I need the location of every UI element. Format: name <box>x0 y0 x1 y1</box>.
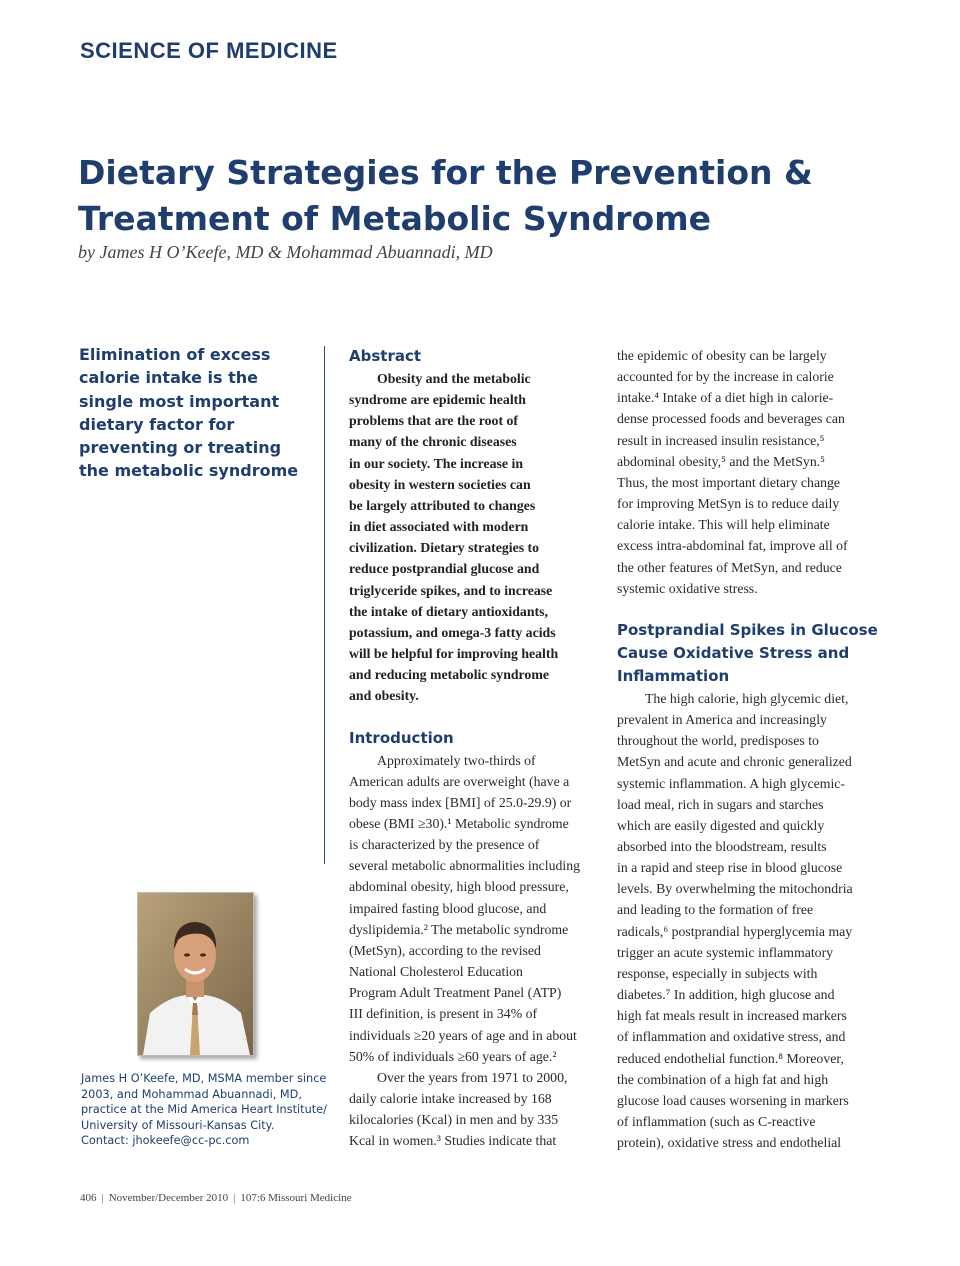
body-line: protein), oxidative stress and endothelial <box>617 1135 842 1151</box>
column-middle <box>349 345 597 1151</box>
abstract-line: in diet associated with modern <box>349 519 529 535</box>
body-line: The high calorie, high glycemic diet, <box>645 690 849 706</box>
abstract-line: syndrome are epidemic health <box>349 392 526 408</box>
postprandial-body <box>617 688 865 1153</box>
abstract-line: civilization. Dietary strategies to <box>349 540 540 556</box>
intro-line: impaired fasting blood glucose, and <box>349 900 547 916</box>
abstract-line: reduce postprandial glucose and <box>349 561 540 577</box>
body-line: MetSyn and acute and chronic generalized <box>617 754 852 770</box>
heading-line: Cause Oxidative Stress and <box>617 643 850 662</box>
caption-line: James H O’Keefe, MD, MSMA member since <box>81 1072 327 1085</box>
author-photo-icon <box>138 893 253 1055</box>
intro-line: American adults are overweight (have a <box>349 773 570 789</box>
heading-line: Inflammation <box>617 666 730 685</box>
intro-line: several metabolic abnormalities including <box>349 858 581 874</box>
intro-line: daily calorie intake increased by 168 <box>349 1091 552 1106</box>
abstract-line: be largely attributed to changes <box>349 497 536 513</box>
abstract-line: potassium, and omega-3 fatty acids <box>349 624 556 640</box>
abstract-line: Obesity and the metabolic <box>377 371 531 386</box>
title-line: Treatment of Metabolic Syndrome <box>78 199 711 238</box>
body-line: absorbed into the bloodstream, results <box>617 838 827 854</box>
body-line: the epidemic of obesity can be largely <box>617 348 827 363</box>
body-line: systemic inflammation. A high glycemic- <box>617 775 845 791</box>
intro-line: individuals ≥20 years of age and in about <box>349 1027 577 1043</box>
intro-line: III definition, is present in 34% of <box>349 1006 538 1022</box>
body-line: response, especially in subjects with <box>617 965 818 981</box>
body-line: which are easily digested and quickly <box>617 817 825 833</box>
abstract-line: problems that are the root of <box>349 413 518 429</box>
body-line: prevalent in America and increasingly <box>617 712 827 728</box>
body-line: excess intra-abdominal fat, improve all of <box>617 538 848 554</box>
body-line: calorie intake. This will help eliminate <box>617 517 830 533</box>
continuation-body <box>617 345 865 599</box>
body-line: for improving MetSyn is to reduce daily <box>617 496 840 512</box>
intro-line: is characterized by the presence of <box>349 837 540 853</box>
body-line: in a rapid and steep rise in blood glucose <box>617 860 843 876</box>
abstract-line: and obesity. <box>349 688 419 704</box>
abstract-heading: Abstract <box>349 347 422 365</box>
body-line: Thus, the most important dietary change <box>617 474 840 490</box>
body-line: result in increased insulin resistance,⁵ <box>617 432 825 448</box>
abstract-line: and reducing metabolic syndrome <box>349 667 549 683</box>
abstract-line: obesity in western societies can <box>349 476 531 492</box>
caption-line: University of Missouri-Kansas City. <box>81 1118 275 1132</box>
body-line: reduced endothelial function.⁸ Moreover, <box>617 1050 844 1066</box>
photo-caption <box>81 1071 331 1149</box>
abstract-line: in our society. The increase in <box>349 455 524 471</box>
body-line: systemic oxidative stress. <box>617 580 758 596</box>
body-line: trigger an acute systemic inflammatory <box>617 944 834 960</box>
body-line: radicals,⁶ postprandial hyperglycemia may <box>617 923 853 939</box>
abstract-line: will be helpful for improving health <box>349 646 559 662</box>
body-line: of inflammation and oxidative stress, and <box>617 1029 846 1045</box>
title-line: Dietary Strategies for the Prevention & <box>78 153 813 192</box>
introduction-heading: Introduction <box>349 728 454 747</box>
intro-line: Over the years from 1971 to 2000, <box>377 1069 568 1085</box>
page-number: 406 <box>80 1192 97 1204</box>
intro-line: dyslipidemia.² The metabolic syndrome <box>349 921 569 937</box>
body-line: dense processed foods and beverages can <box>617 411 845 427</box>
footer-separator: | <box>233 1192 236 1204</box>
body-line: glucose load causes worsening in markers <box>617 1092 849 1108</box>
page-footer <box>80 1192 352 1204</box>
intro-line: National Cholesterol Education <box>349 964 523 980</box>
caption-line: 2003, and Mohammad Abuannadi, MD, <box>81 1087 302 1101</box>
journal-name: 107:6 Missouri Medicine <box>240 1192 352 1204</box>
body-line: the combination of a high fat and high <box>617 1071 829 1087</box>
body-line: high fat meals result in increased markers <box>617 1008 847 1024</box>
pull-quote: Elimination of excess calorie intake is the single most important dietary factor for preventing or treating the metabolic syndrome <box>79 345 299 481</box>
body-line: of inflammation (such as C-reactive <box>617 1114 816 1129</box>
body-line: diabetes.⁷ In addition, high glucose and <box>617 987 835 1003</box>
heading-line: Postprandial Spikes in Glucose <box>617 620 878 639</box>
issue-date: November/December 2010 <box>108 1192 229 1204</box>
body-line: intake.⁴ Intake of a diet high in calorie- <box>617 390 834 406</box>
author-photo <box>137 892 254 1056</box>
column-divider <box>324 346 325 864</box>
intro-line: Program Adult Treatment Panel (ATP) <box>349 985 562 1001</box>
abstract-line: triglyceride spikes, and to increase <box>349 582 553 598</box>
body-line: load meal, rich in sugars and starches <box>617 796 824 812</box>
byline: by James H O’Keefe, MD & Mohammad Abuannadi, MD <box>78 242 493 262</box>
body-line: and leading to the formation of free <box>617 902 814 918</box>
intro-line: Kcal in women.³ Studies indicate that <box>349 1133 557 1149</box>
body-line: throughout the world, predisposes to <box>617 733 819 749</box>
intro-line: 50% of individuals ≥60 years of age.² <box>349 1048 557 1064</box>
body-line: levels. By overwhelming the mitochondria <box>617 881 853 897</box>
caption-contact: Contact: jhokeefe@cc-pc.com <box>81 1134 250 1148</box>
intro-line: body mass index [BMI] of 25.0-29.9) or <box>349 794 572 810</box>
introduction-body <box>349 750 597 1152</box>
body-line: accounted for by the increase in calorie <box>617 369 834 385</box>
article-title <box>78 150 898 242</box>
abstract-body <box>349 368 597 707</box>
intro-line: abdominal obesity, high blood pressure, <box>349 879 569 895</box>
body-line: abdominal obesity,⁵ and the MetSyn.⁵ <box>617 453 825 469</box>
abstract-line: the intake of dietary antioxidants, <box>349 603 548 619</box>
footer-separator: | <box>101 1192 104 1204</box>
intro-line: obese (BMI ≥30).¹ Metabolic syndrome <box>349 815 569 831</box>
intro-line: Approximately two-thirds of <box>377 752 536 768</box>
column-right <box>617 345 878 1153</box>
section-label: SCIENCE OF MEDICINE <box>80 38 338 63</box>
intro-line: (MetSyn), according to the revised <box>349 942 541 958</box>
body-line: the other features of MetSyn, and reduce <box>617 559 842 575</box>
intro-line: kilocalories (Kcal) in men and by 335 <box>349 1112 559 1128</box>
postprandial-heading <box>617 619 878 688</box>
abstract-line: many of the chronic diseases <box>349 434 517 450</box>
caption-line: practice at the Mid America Heart Institute/ <box>81 1103 327 1117</box>
